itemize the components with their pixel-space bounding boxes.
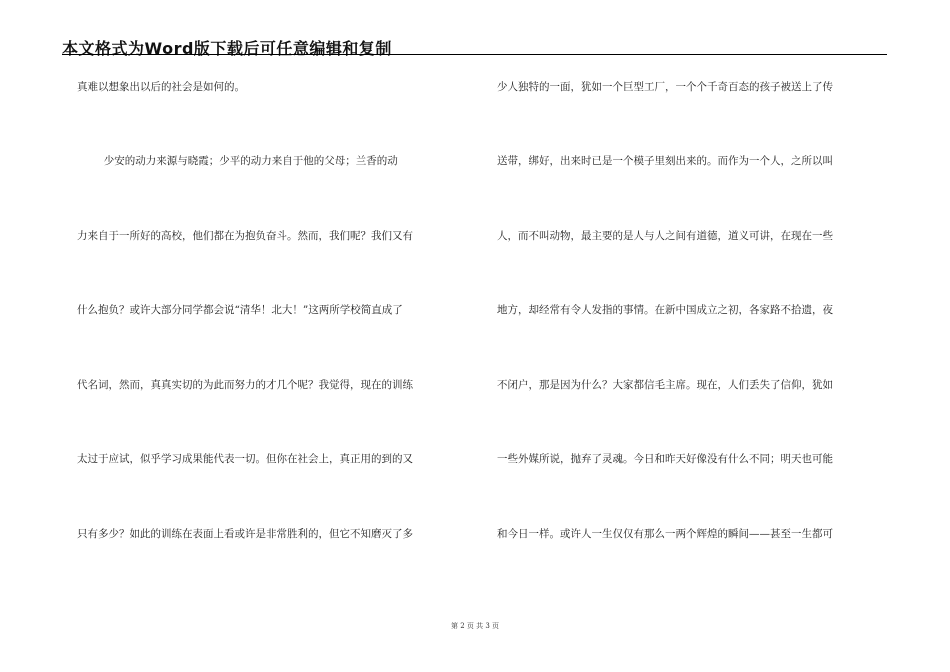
header-divider [62,54,887,55]
text-line: 真难以想象出以后的社会是如何的。 [77,81,245,93]
text-line: 太过于应试，似乎学习成果能代表一切。但你在社会上，真正用的到的又 [77,453,413,465]
text-line: 什么抱负？或许大部分同学都会说“清华！北大！”这两所学校简直成了 [77,304,403,316]
text-line: 和今日一样。或许人一生仅仅有那么一两个辉煌的瞬间——甚至一生都可 [497,528,833,540]
text-line: 少安的动力来源与晓霞；少平的动力来自于他的父母；兰香的动 [77,155,398,167]
text-line: 少人独特的一面，犹如一个巨型工厂，一个个千奇百态的孩子被送上了传 [497,81,833,93]
text-line: 只有多少？如此的训练在表面上看或许是非常胜利的，但它不知磨灭了多 [77,528,413,540]
text-line: 地方，却经常有令人发指的事情。在新中国成立之初，各家路不拾遗，夜 [497,304,833,316]
text-line: 不闭户，那是因为什么？大家都信毛主席。现在，人们丢失了信仰，犹如 [497,379,833,391]
text-line: 人，而不叫动物，最主要的是人与人之间有道德，道义可讲，在现在一些 [497,230,833,242]
document-header-title: 本文格式为Word版下载后可任意编辑和复制 [62,39,392,58]
page-number-footer: 第 2 页 共 3 页 [450,622,500,630]
text-line: 力来自于一所好的高校，他们都在为抱负奋斗。然而，我们呢？我们又有 [77,230,413,242]
text-line: 一些外媒所说，抛弃了灵魂。今日和昨天好像没有什么不同；明天也可能 [497,453,833,465]
text-line: 送带，绑好，出来时已是一个模子里刻出来的。而作为一个人，之所以叫 [497,155,833,167]
text-line: 代名词，然而，真真实切的为此而努力的才几个呢？我觉得，现在的训练 [77,379,413,391]
